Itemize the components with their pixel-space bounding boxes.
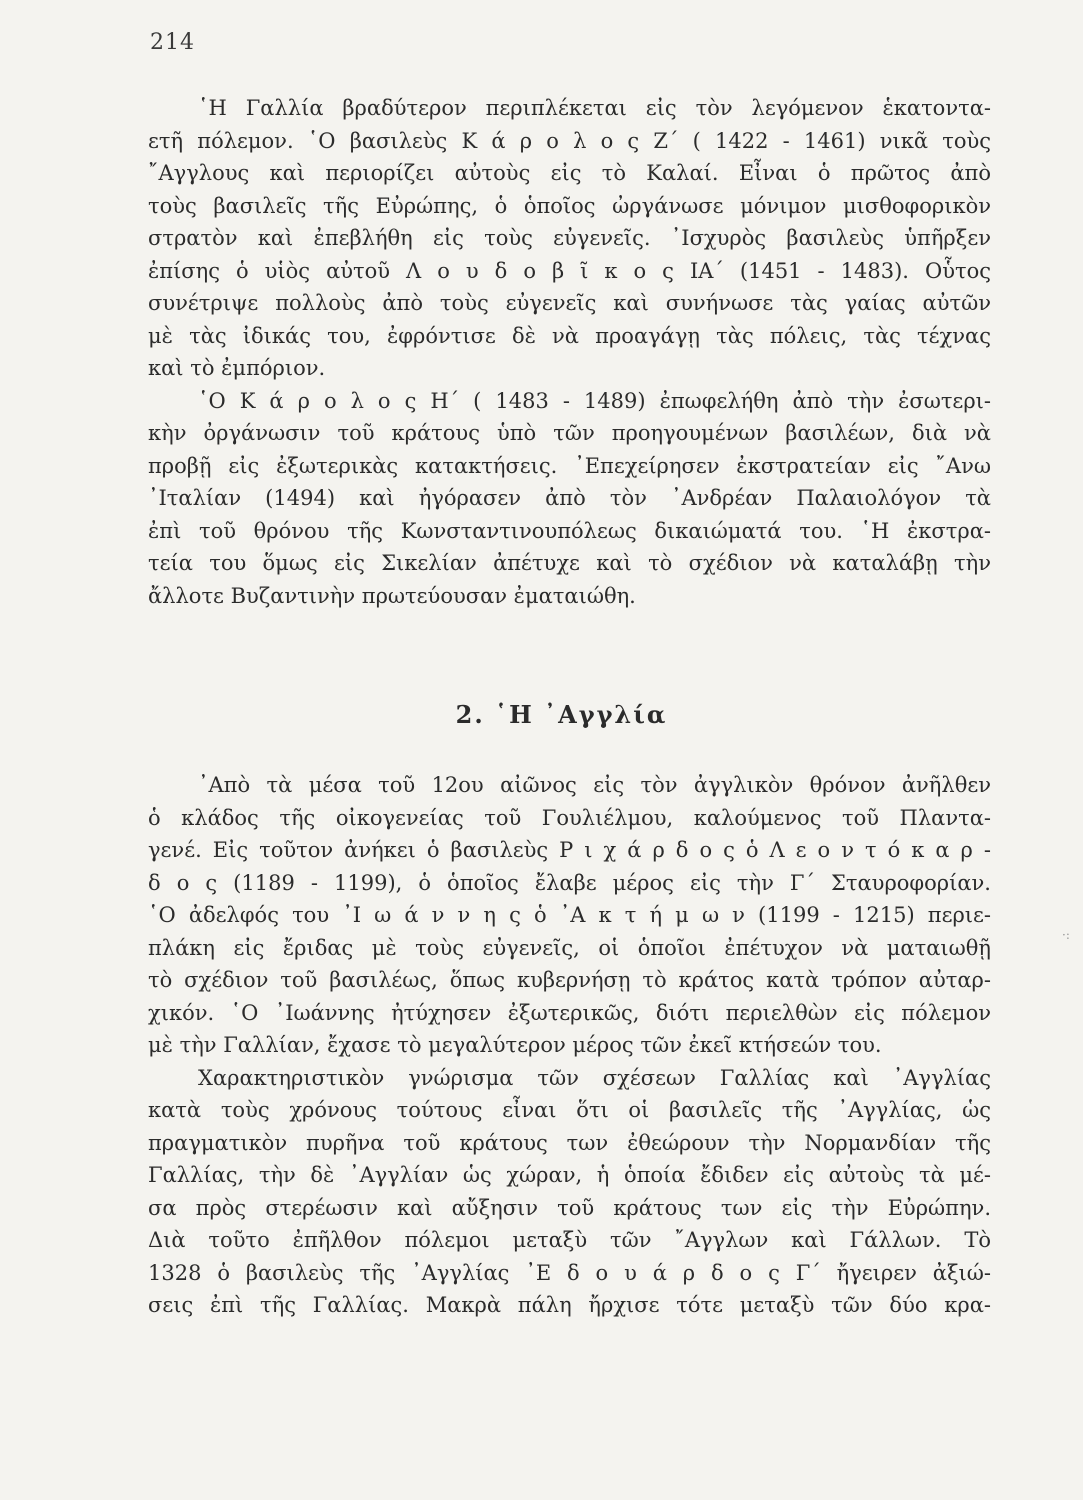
text-line: πραγματικὸν πυρῆνα τοῦ κράτους των ἐθεώρουν τὴν Νορμανδίαν τῆς [148, 1130, 991, 1155]
text-line: ῾Ο ἀδελφός του ᾽Ι ω ά ν ν η ς ὁ ᾽Α κ τ ή μ ω ν (1199 - 1215) περιε- [148, 903, 991, 927]
text-line: στρατὸν καὶ ἐπεβλήθη εἰς τοὺς εὐγενεῖς. ᾽Ισχυρὸς βασιλεὺς ὑπῆρξεν [148, 226, 991, 250]
text-line: τεία του ὅμως εἰς Σικελίαν ἀπέτυχε καὶ τὸ σχέδιον νὰ καταλάβῃ τὴν [148, 551, 991, 575]
section-heading: 2. ῾Η ᾽Αγγλία [455, 700, 668, 729]
text-line: Γαλλίας, τὴν δὲ ᾽Αγγλίαν ὡς χώραν, ἡ ὁποία ἔδιδεν εἰς αὐτοὺς τὰ μέ- [148, 1163, 991, 1187]
text-line: τοὺς βασιλεῖς τῆς Εὐρώπης, ὁ ὁποῖος ὠργάνωσε μόνιμον μισθοφορικὸν [148, 193, 991, 218]
paragraph-block-france [148, 92, 991, 612]
paragraph-block-england [148, 769, 991, 1322]
text-line: ᾽Ιταλίαν (1494) καὶ ἠγόρασεν ἀπὸ τὸν ᾽Ανδρέαν Παλαιολόγον τὰ [148, 486, 991, 510]
text-line: Διὰ τοῦτο ἐπῆλθον πόλεμοι μεταξὺ τῶν ῎Αγγλων καὶ Γάλλων. Τὸ [148, 1228, 991, 1252]
text-line: ετῆ πόλεμον. ῾Ο βασιλεὺς Κ ά ρ ο λ ο ς Ζ΄ ( 1422 - 1461) νικᾶ τοὺς [148, 128, 991, 153]
text-line: ῾Ο Κ ά ρ ο λ ο ς Η΄ ( 1483 - 1489) ἐπωφελήθη ἀπὸ τὴν ἐσωτερι- [198, 388, 991, 413]
text-line: προβῇ εἰς ἐξωτερικὰς κατακτήσεις. ᾽Επεχείρησεν ἐκστρατείαν εἰς ῎Ανω [148, 453, 991, 478]
text-line: σεις ἐπὶ τῆς Γαλλίας. Μακρὰ πάλη ἤρχισε τότε μεταξὺ τῶν δύο κρα- [148, 1293, 991, 1317]
text-line: 1328 ὁ βασιλεὺς τῆς ᾽Αγγλίας ᾽Ε δ ο υ ά ρ δ ο ς Γ΄ ἤγειρεν ἀξιώ- [148, 1260, 991, 1285]
text-line: πλάκη εἰς ἔριδας μὲ τοὺς εὐγενεῖς, οἱ ὁποῖοι ἐπέτυχον νὰ ματαιωθῇ [148, 935, 991, 960]
text-line: κὴν ὀργάνωσιν τοῦ κράτους ὑπὸ τῶν προηγουμένων βασιλέων, διὰ νὰ [148, 421, 991, 445]
text-line: χικόν. ῾Ο ᾽Ιωάννης ἠτύχησεν ἐξωτερικῶς, διότι περιελθὼν εἰς πόλεμον [148, 1000, 991, 1025]
text-line: ἄλλοτε Βυζαντινὴν πρωτεύουσαν ἐματαιώθη. [148, 583, 636, 608]
text-line: ᾽Απὸ τὰ μέσα τοῦ 12ου αἰῶνος εἰς τὸν ἀγγλικὸν θρόνον ἀνῆλθεν [198, 773, 991, 797]
text-line: ῎Αγγλους καὶ περιορίζει αὐτοὺς εἰς τὸ Καλαί. Εἶναι ὁ πρῶτος ἀπὸ [148, 161, 991, 185]
text-line: τὸ σχέδιον τοῦ βασιλέως, ὅπως κυβερνήσῃ τὸ κράτος κατὰ τρόπον αὐταρ- [148, 968, 991, 992]
text-line: μὲ τὴν Γαλλίαν, ἔχασε τὸ μεγαλύτερον μέρος τῶν ἐκεῖ κτήσεών του. [148, 1033, 882, 1057]
text-line: κατὰ τοὺς χρόνους τούτους εἶναι ὅτι οἱ βασιλεῖς τῆς ᾽Αγγλίας, ὡς [148, 1098, 991, 1122]
text-line: ἐπίσης ὁ υἱὸς αὐτοῦ Λ ο υ δ ο β ῖ κ ο ς ΙΑ΄ (1451 - 1483). Οὗτος [148, 258, 991, 283]
text-line: γενέ. Εἰς τοῦτον ἀνήκει ὁ βασιλεὺς Ρ ι χ ά ρ δ ο ς ὁ Λ ε ο ν τ ό κ α ρ - [148, 838, 991, 862]
margin-mark: ·: [1062, 928, 1070, 942]
text-line: σα πρὸς στερέωσιν καὶ αὔξησιν τοῦ κράτους των εἰς τὴν Εὐρώπην. [148, 1195, 991, 1220]
text-line: δ ο ς (1189 - 1199), ὁ ὁποῖος ἔλαβε μέρος εἰς τὴν Γ΄ Σταυροφορίαν. [148, 870, 991, 895]
page-number: 214 [150, 30, 195, 55]
text-line: καὶ τὸ ἐμπόριον. [148, 356, 326, 380]
text-line: συνέτριψε πολλοὺς ἀπὸ τοὺς εὐγενεῖς καὶ συνήνωσε τὰς γαίας αὐτῶν [148, 291, 991, 315]
text-line: ῾Η Γαλλία βραδύτερον περιπλέκεται εἰς τὸν λεγόμενον ἑκατοντα- [198, 96, 991, 120]
text-line: μὲ τὰς ἰδικάς του, ἐφρόντισε δὲ νὰ προαγάγῃ τὰς πόλεις, τὰς τέχνας [148, 323, 991, 348]
text-line: Χαρακτηριστικὸν γνώρισμα τῶν σχέσεων Γαλλίας καὶ ᾽Αγγλίας [198, 1065, 991, 1090]
text-line: ὁ κλάδος τῆς οἰκογενείας τοῦ Γουλιέλμου, καλούμενος τοῦ Πλαντα- [148, 805, 991, 830]
text-line: ἐπὶ τοῦ θρόνου τῆς Κωνσταντινουπόλεως δικαιώματά του. ῾Η ἐκστρα- [148, 518, 991, 543]
